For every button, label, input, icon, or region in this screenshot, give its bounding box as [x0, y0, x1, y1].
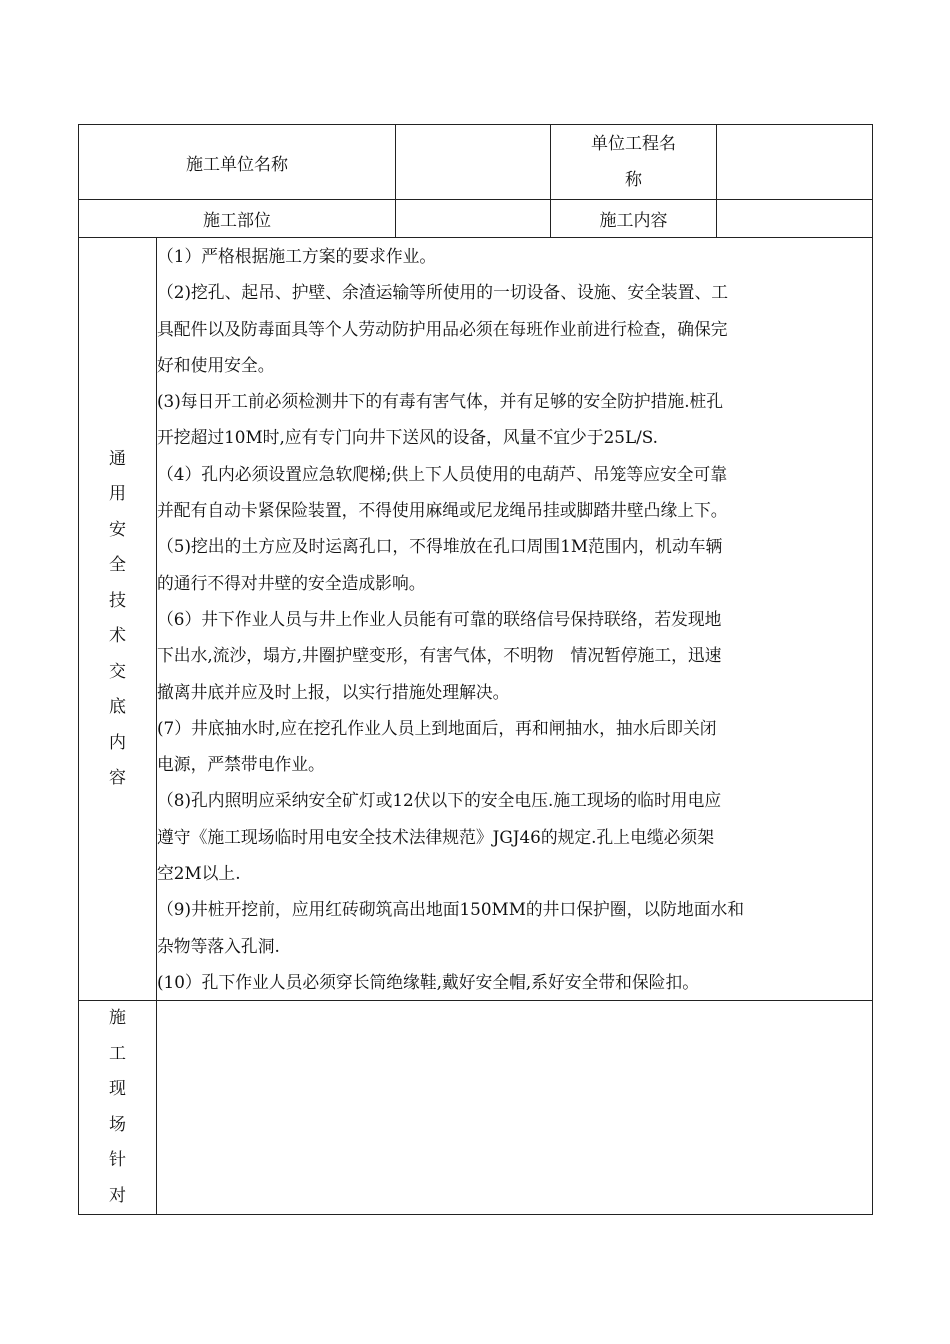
site-section-label — [79, 1001, 157, 1215]
content-line: (10）孔下作业人员必须穿长筒绝缘鞋,戴好安全帽,系好安全带和保险扣。 — [157, 971, 700, 992]
site-section-content[interactable] — [157, 1001, 873, 1215]
general-section-label — [79, 238, 157, 1001]
label-char: 工 — [109, 1043, 126, 1064]
location-label: 施工部位 — [79, 200, 396, 238]
content-line: 具配件以及防毒面具等个人劳动防护用品必须在每班作业前进行检查，确保完 — [157, 318, 728, 339]
project-name-label-line2: 称 — [625, 170, 642, 190]
label-char: 技 — [109, 590, 126, 611]
label-char: 施 — [109, 1008, 126, 1029]
label-char: 交 — [109, 661, 126, 682]
content-label: 施工内容 — [551, 200, 717, 238]
label-char: 术 — [109, 626, 126, 647]
label-char: 安 — [109, 519, 126, 540]
label-char: 容 — [109, 768, 126, 789]
content-line: (7）井底抽水时,应在挖孔作业人员上到地面后，再和闸抽水，抽水后即关闭 — [157, 717, 717, 738]
label-char: 现 — [109, 1079, 126, 1100]
safety-disclosure-form — [78, 124, 873, 1215]
unit-name-value[interactable] — [396, 125, 551, 200]
content-line: 撤离井底并应及时上报，以实行措施处理解决。 — [157, 681, 510, 702]
content-line: 遵守《施工现场临时用电安全技术法律规范》JGJ46的规定.孔上电缆必须架 — [157, 826, 714, 847]
unit-name-label: 施工单位名称 — [79, 125, 396, 200]
content-value[interactable] — [717, 200, 873, 238]
location-value[interactable] — [396, 200, 551, 238]
content-line: 好和使用安全。 — [157, 354, 275, 375]
content-line: （1）严格根据施工方案的要求作业。 — [157, 246, 437, 266]
label-char: 通 — [109, 448, 126, 469]
content-line: （8)孔内照明应采纳安全矿灯或12伏以下的安全电压.施工现场的临时用电应 — [157, 790, 722, 811]
content-line: 电源，严禁带电作业。 — [157, 754, 325, 775]
content-line: （4）孔内必须设置应急软爬梯;供上下人员使用的电葫芦、吊笼等应安全可靠 — [157, 463, 728, 484]
general-section-content — [157, 238, 873, 1001]
label-char: 针 — [109, 1150, 126, 1171]
content-line: 并配有自动卡紧保险装置，不得使用麻绳或尼龙绳吊挂或脚踏井壁凸缘上下。 — [157, 500, 728, 521]
content-line: （9)井桩开挖前，应用红砖砌筑高出地面150MM的井口保护圈，以防地面水和 — [157, 899, 745, 920]
content-line: 空2M以上. — [157, 863, 241, 884]
content-line: 下出水,流沙，塌方,井圈护壁变形，有害气体，不明物 情况暂停施工，迅速 — [157, 645, 722, 666]
content-line: 杂物等落入孔洞. — [157, 935, 280, 956]
content-line: （5)挖出的土方应及时运离孔口，不得堆放在孔口周围1M范围内，机动车辆 — [157, 536, 723, 557]
content-line: （6）井下作业人员与井上作业人员能有可靠的联络信号保持联络，若发现地 — [157, 608, 722, 629]
content-line: （2)挖孔、起吊、护壁、余渣运输等所使用的一切设备、设施、安全装置、工 — [157, 282, 729, 303]
label-char: 内 — [109, 732, 126, 753]
label-char: 底 — [109, 697, 126, 718]
content-line: 的通行不得对井壁的安全造成影响。 — [157, 572, 426, 593]
content-line: 开挖超过10M时,应有专门向井下送风的设备，风量不宜少于25L/S. — [157, 427, 659, 448]
label-char: 场 — [109, 1114, 126, 1135]
project-name-value[interactable] — [717, 125, 873, 200]
project-name-label — [551, 125, 717, 200]
label-char: 对 — [109, 1185, 126, 1206]
content-line: (3)每日开工前必须检测井下的有毒有害气体，并有足够的安全防护措施.桩孔 — [157, 391, 724, 412]
project-name-label-line1: 单位工程名 — [591, 134, 676, 154]
label-char: 用 — [109, 484, 126, 505]
label-char: 全 — [109, 555, 126, 576]
